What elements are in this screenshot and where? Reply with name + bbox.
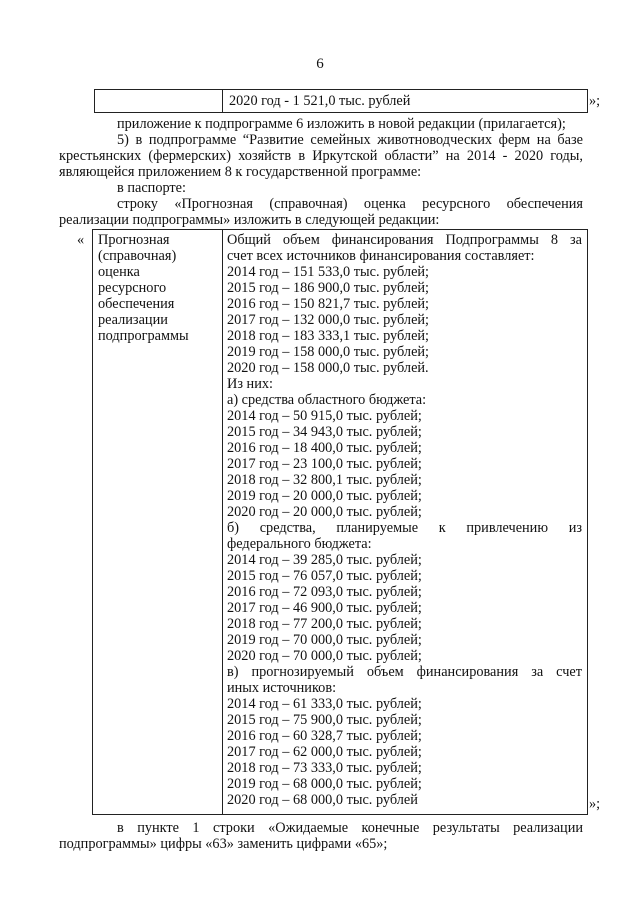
right-cell-line: 2019 год – 20 000,0 тыс. рублей; <box>227 488 422 504</box>
right-cell-line: 2017 год – 62 000,0 тыс. рублей; <box>227 744 422 760</box>
left-cell-line: Прогнозная <box>98 232 170 248</box>
right-cell-line: б) средства, планируемые к привлечению из <box>227 520 582 536</box>
paragraph-item-1-line1: в пункте 1 строки «Ожидаемые конечные результаты реализации <box>117 820 583 836</box>
top-table-closing-quote: »; <box>589 93 601 109</box>
top-table-divider <box>222 89 223 113</box>
right-cell-line: 2019 год – 70 000,0 тыс. рублей; <box>227 632 422 648</box>
paragraph-passport: в паспорте: <box>117 180 186 196</box>
top-table-cell: 2020 год - 1 521,0 тыс. рублей <box>229 93 411 109</box>
left-cell-line: ресурсного <box>98 280 167 296</box>
left-cell-line: подпрограммы <box>98 328 189 344</box>
right-cell-line: 2018 год – 183 333,1 тыс. рублей; <box>227 328 430 344</box>
left-cell-line: (справочная) <box>98 248 177 264</box>
right-cell-line: 2018 год – 77 200,0 тыс. рублей; <box>227 616 422 632</box>
paragraph-row-line2: реализации подпрограммы» изложить в следующей редакции: <box>59 212 440 228</box>
right-cell-line: 2014 год – 151 533,0 тыс. рублей; <box>227 264 430 280</box>
right-cell-line: а) средства областного бюджета: <box>227 392 427 408</box>
right-cell-line: 2018 год – 32 800,1 тыс. рублей; <box>227 472 422 488</box>
right-cell-line: иных источников: <box>227 680 337 696</box>
right-cell-line: 2017 год – 46 900,0 тыс. рублей; <box>227 600 422 616</box>
right-cell-line: 2016 год – 150 821,7 тыс. рублей; <box>227 296 430 312</box>
right-cell-line: 2014 год – 50 915,0 тыс. рублей; <box>227 408 422 424</box>
right-cell-line: 2015 год – 34 943,0 тыс. рублей; <box>227 424 422 440</box>
table-close-quote: »; <box>589 796 601 812</box>
right-cell-line: 2014 год – 39 285,0 тыс. рублей; <box>227 552 422 568</box>
right-cell-line: федерального бюджета: <box>227 536 372 552</box>
right-cell-line: 2016 год – 60 328,7 тыс. рублей; <box>227 728 422 744</box>
right-cell-line: Из них: <box>227 376 273 392</box>
right-cell-line: 2019 год – 158 000,0 тыс. рублей; <box>227 344 430 360</box>
right-cell-line: 2015 год – 75 900,0 тыс. рублей; <box>227 712 422 728</box>
right-cell-line: 2016 год – 18 400,0 тыс. рублей; <box>227 440 422 456</box>
right-cell-line: в) прогнозируемый объем финансирования за счет <box>227 664 582 680</box>
right-cell-line: 2014 год – 61 333,0 тыс. рублей; <box>227 696 422 712</box>
right-cell-line: 2017 год – 132 000,0 тыс. рублей; <box>227 312 430 328</box>
paragraph-subprogram-5-line1: 5) в подпрограмме “Развитие семейных животноводческих ферм на базе <box>117 132 583 148</box>
paragraph-appendix-6: приложение к подпрограмме 6 изложить в новой редакции (прилагается); <box>117 116 566 132</box>
right-cell-line: 2015 год – 186 900,0 тыс. рублей; <box>227 280 430 296</box>
left-cell-line: оценка <box>98 264 140 280</box>
table-left-cell <box>98 232 223 344</box>
right-cell-line: 2020 год – 158 000,0 тыс. рублей. <box>227 360 429 376</box>
left-cell-line: реализации <box>98 312 168 328</box>
right-cell-line: 2017 год – 23 100,0 тыс. рублей; <box>227 456 422 472</box>
paragraph-subprogram-5-line3: являющейся приложением 8 к государственной программе: <box>59 164 422 180</box>
table-open-quote: « <box>77 232 85 248</box>
right-cell-line: 2016 год – 72 093,0 тыс. рублей; <box>227 584 422 600</box>
table-right-cell <box>227 232 582 808</box>
paragraph-item-1-line2: подпрограммы» цифры «63» заменить цифрами «65»; <box>59 836 388 852</box>
paragraph-subprogram-5-line2: крестьянских (фермерских) хозяйств в Иркутской области” на 2014 - 2020 годы, <box>59 148 583 164</box>
right-cell-line: 2020 год – 70 000,0 тыс. рублей; <box>227 648 422 664</box>
left-cell-line: обеспечения <box>98 296 175 312</box>
right-cell-line: 2019 год – 68 000,0 тыс. рублей; <box>227 776 422 792</box>
paragraph-row-line1: строку «Прогнозная (справочная) оценка ресурсного обеспечения <box>117 196 583 212</box>
right-cell-line: 2020 год – 20 000,0 тыс. рублей; <box>227 504 422 520</box>
right-cell-line: Общий объем финансирования Подпрограммы 8 за <box>227 232 582 248</box>
right-cell-line: 2020 год – 68 000,0 тыс. рублей <box>227 792 418 808</box>
right-cell-line: счет всех источников финансирования составляет: <box>227 248 535 264</box>
page-number: 6 <box>316 56 324 72</box>
right-cell-line: 2015 год – 76 057,0 тыс. рублей; <box>227 568 422 584</box>
right-cell-line: 2018 год – 73 333,0 тыс. рублей; <box>227 760 422 776</box>
